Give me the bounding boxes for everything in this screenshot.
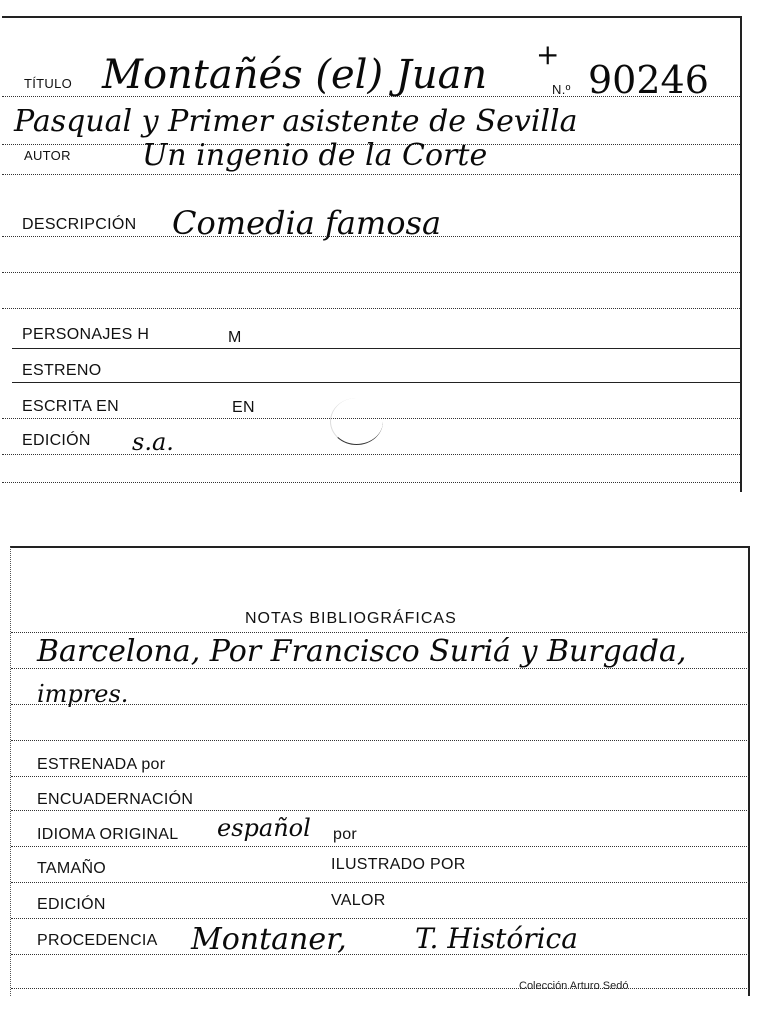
card-rule	[11, 988, 749, 989]
procedencia-value: Montaner,	[191, 922, 347, 957]
card-rule	[11, 882, 749, 883]
procedencia-extra-value: T. Histórica	[415, 922, 578, 955]
card-rule	[11, 810, 749, 811]
autor-label: AUTOR	[24, 148, 71, 163]
titulo-value-line1: Montañés (el) Juan	[102, 52, 488, 98]
punch-hole	[330, 398, 383, 445]
card-rule	[2, 174, 740, 175]
edicion-value: s.a.	[132, 428, 174, 456]
edicion-label: EDICIÓN	[22, 432, 91, 449]
titulo-mark: +	[536, 38, 560, 71]
valor-label: VALOR	[331, 892, 386, 909]
card-rule	[11, 846, 749, 847]
estreno-label: ESTRENO	[22, 362, 102, 379]
idioma-label: IDIOMA ORIGINAL	[37, 826, 179, 843]
card-rule	[12, 348, 740, 349]
tamano-label: TAMAÑO	[37, 860, 107, 877]
card-rule	[2, 308, 740, 309]
idioma-por-label: por	[333, 826, 358, 843]
procedencia-label: PROCEDENCIA	[37, 932, 158, 949]
card-rule	[11, 632, 749, 633]
autor-value: Un ingenio de la Corte	[142, 138, 488, 173]
numero-label: N.º	[552, 82, 571, 97]
titulo-label: TÍTULO	[24, 76, 73, 91]
collection-footer: Colección Arturo Sedó	[519, 980, 629, 992]
descripcion-label: DESCRIPCIÓN	[22, 216, 137, 233]
card-rule	[2, 454, 740, 455]
escrita-en-en-label: EN	[232, 399, 255, 416]
titulo-value-line2: Pasqual y Primer asistente de Sevilla	[14, 104, 578, 139]
personajes-label: PERSONAJES H	[22, 326, 150, 343]
notas-value-line2: impres.	[37, 680, 129, 708]
descripcion-value: Comedia famosa	[172, 204, 442, 242]
card-rule	[11, 740, 749, 741]
escrita-en-label: ESCRITA EN	[22, 398, 119, 415]
ilustrado-label: ILUSTRADO POR	[331, 856, 466, 873]
catalog-card-back	[10, 546, 750, 996]
card-rule	[11, 918, 749, 919]
card-rule	[2, 272, 740, 273]
card-rule	[11, 954, 749, 955]
estrenada-label: ESTRENADA por	[37, 756, 166, 773]
card-rule	[2, 482, 740, 483]
idioma-value: español	[217, 814, 311, 842]
edicion-back-label: EDICIÓN	[37, 896, 106, 913]
card-rule	[12, 382, 740, 383]
personajes-m-label: M	[228, 329, 242, 346]
encuadernacion-label: ENCUADERNACIÓN	[37, 791, 194, 808]
notas-heading: NOTAS BIBLIOGRÁFICAS	[245, 610, 457, 627]
numero-value: 90246	[588, 58, 709, 102]
notas-value-line1: Barcelona, Por Francisco Suriá y Burgada,	[37, 634, 687, 669]
card-rule	[11, 776, 749, 777]
